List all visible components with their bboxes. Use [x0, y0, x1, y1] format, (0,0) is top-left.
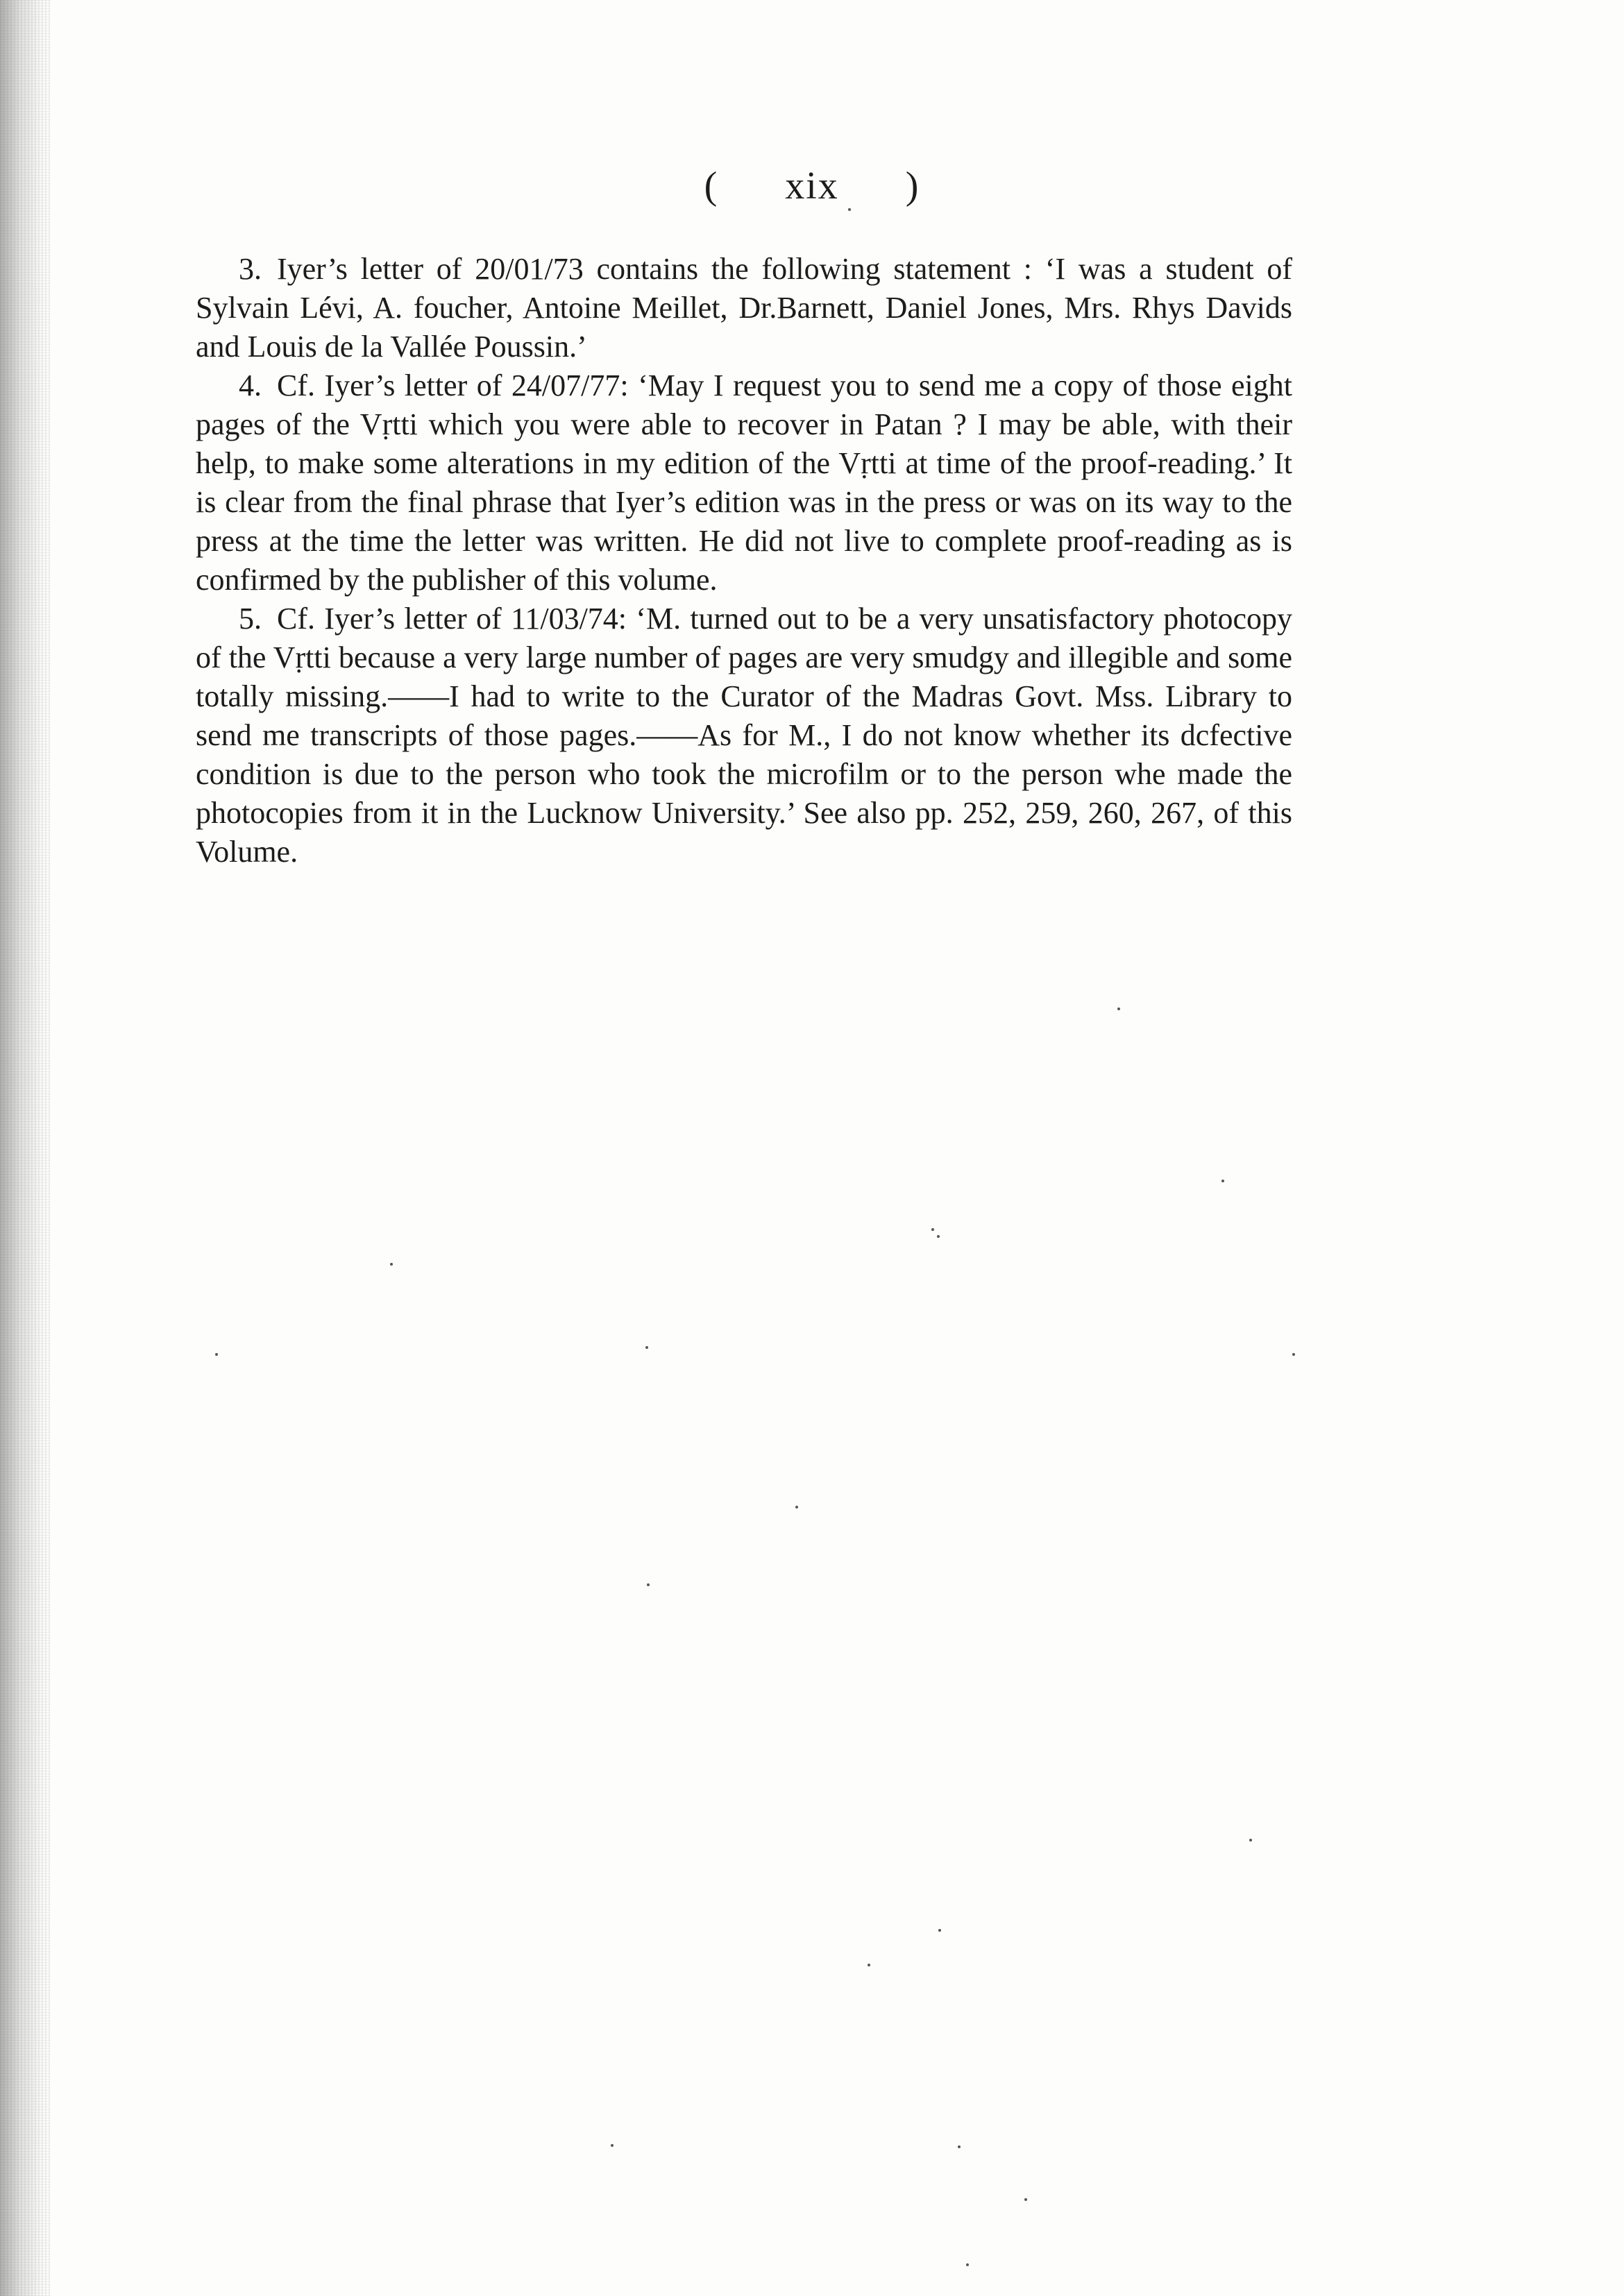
scan-speck	[868, 1964, 870, 1966]
scan-edge-shadow	[0, 0, 50, 2296]
scan-speck	[966, 2263, 969, 2266]
note-text: Iyer’s letter of 20/01/73 contains the following statement : ‘I was a student of Sylvain Lévi, A. foucher, Antoine Meillet, Dr.Barnett, Daniel Jones, Mrs. Rhys Davids and Louis de la Vallée Poussin.’	[196, 252, 1292, 364]
note-4	[196, 366, 1292, 599]
scan-speck	[1024, 2198, 1027, 2201]
scan-speck	[645, 1346, 648, 1349]
scan-speck	[937, 1235, 940, 1238]
scan-speck	[1117, 1007, 1120, 1010]
note-5	[196, 599, 1292, 871]
note-number: 3.	[239, 252, 262, 286]
scan-speck	[215, 1353, 218, 1356]
note-text: Cf. Iyer’s letter of 11/03/74: ‘M. turned out to be a very unsatisfactory photocopy of the Vṛtti because a very large number of pages are very smudgy and illegible and some totally missing.——I had to write to the Curator of the Madras Govt. Mss. Library to send me transcripts of those pages.——As for M., I do not know whether its dcfective condition is due to the person who took the microfilm or to the person whe made the photocopies from it in the Lucknow University.’ See also pp. 252, 259, 260, 267, of this Volume.	[196, 602, 1292, 869]
footnotes	[196, 250, 1292, 871]
note-number: 5.	[239, 602, 262, 636]
scan-speck	[1292, 1353, 1295, 1356]
scan-speck	[611, 2144, 614, 2147]
scan-speck	[795, 1506, 798, 1508]
note-text: Cf. Iyer’s letter of 24/07/77: ‘May I request you to send me a copy of those eight pages of the Vṛtti which you were able to recover in Patan ? I may be able, with their help, to make some alterations in my edition of the Vṛtti at time of the proof-reading.’ It is clear from the final phrase that Iyer’s edition was in the press or was on its way to the press at the time the letter was written. He did not live to complete proof-reading as is confirmed by the publisher of this volume.	[196, 368, 1292, 597]
note-number: 4.	[239, 368, 262, 402]
scan-speck	[1249, 1839, 1252, 1842]
note-3	[196, 250, 1292, 366]
scan-speck	[848, 208, 851, 211]
scan-speck	[938, 1929, 941, 1932]
scan-speck	[958, 2145, 961, 2148]
page-number: ( xix )	[704, 164, 920, 207]
scan-speck	[1221, 1180, 1224, 1182]
scan-speck	[390, 1263, 393, 1266]
scan-speck	[931, 1228, 934, 1231]
scan-speck	[647, 1583, 650, 1586]
